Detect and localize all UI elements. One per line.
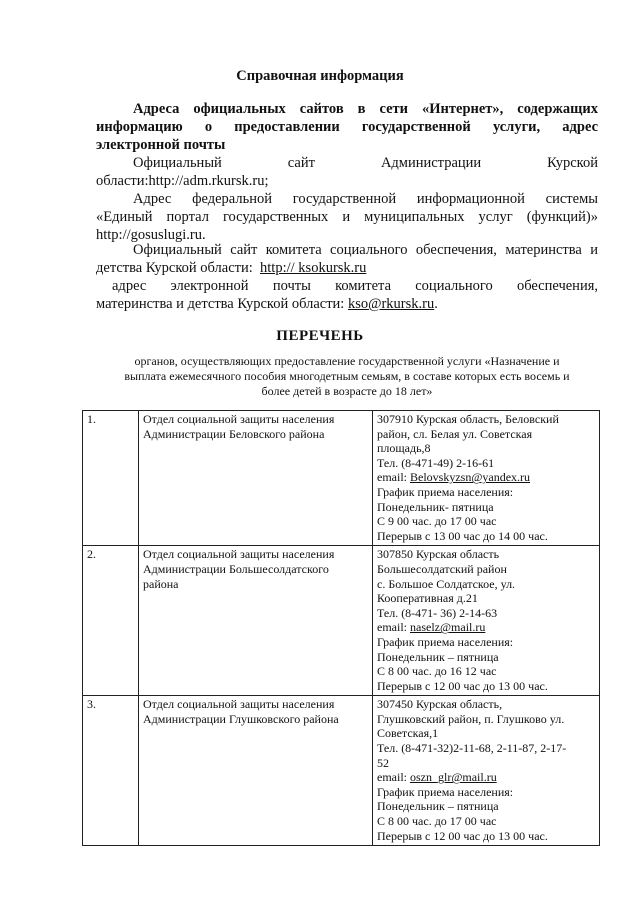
schedule-line: График приема населения: [377,784,514,799]
committee-email-link[interactable]: kso@rkursk.ru [347,296,435,312]
email-link[interactable]: Belovskyzsn@yandex.ru [410,470,531,485]
agency-name-line: района [143,576,179,591]
list-heading: ПЕРЕЧЕНЬ [276,328,364,344]
paragraph-text: детства Курской области: [96,260,253,276]
agency-name-line: Отдел социальной защиты населения [143,697,335,712]
email-label: email: [377,770,410,785]
agency-contacts [373,696,600,846]
row-number: 3. [83,696,139,846]
subtitle-line: органов, осуществляющих предоставление государственной услуги «Назначение и [134,354,560,368]
sites-heading-line: электронной почты [96,137,226,153]
address-line: район, сл. Белая ул. Советская [377,426,533,441]
paragraph-line: адрес электронной почты комитета социального обеспечения, [112,278,598,294]
agency-contacts [373,546,600,696]
schedule-line: График приема населения: [377,484,514,499]
address-line: Советская,1 [377,726,439,741]
agency-name-line: Отдел социальной защиты населения [143,412,335,426]
agency-name-line: Администрации Большесолдатского [143,561,329,576]
address-line: 307450 Курская область, [377,697,503,712]
sites-heading-line: Адреса официальных сайтов в сети «Интернет», содержащих [133,101,598,117]
phone-line: Тел. (8-471-32)2-11-68, 2-11-87, 2-17- [377,741,567,756]
phone-line: Тел. (8-471- 36) 2-14-63 [377,605,498,620]
email-link[interactable]: oszn_glr@mail.ru [410,770,497,785]
agency-name-line: Администрации Беловского района [143,426,325,441]
committee-site-paragraph [96,241,598,277]
agency-contacts [373,411,600,546]
paragraph-text: материнства и детства Курской области: [96,296,345,312]
agency-name-line: Администрации Глушковского района [143,711,339,726]
admin-site-paragraph [96,154,598,190]
schedule-line: Перерыв с 12 00 час до 13 00 час. [377,678,548,693]
table-row [83,696,600,846]
schedule-line: График приема населения: [377,634,514,649]
address-line: площадь,8 [377,441,431,456]
address-line: Кооперативная д.21 [377,591,478,606]
table-row [83,411,600,546]
email-paragraph [96,277,598,313]
gosuslugi-paragraph [96,190,598,244]
schedule-line: Понедельник – пятница [377,649,499,664]
address-line: 307910 Курская область, Беловский [377,412,559,426]
email-label: email: [377,620,410,635]
paragraph-text: . [434,296,438,312]
agency-name [139,546,373,696]
admin-site-link[interactable]: области:http://adm.rkursk.ru; [96,173,269,189]
list-subtitle [96,354,598,399]
schedule-line: С 9 00 час. до 17 00 час [377,514,497,529]
address-line: 307850 Курская область [377,547,500,562]
email-label: email: [377,470,410,485]
paragraph-line [96,295,598,313]
gosuslugi-link[interactable]: http://gosuslugi.ru. [96,227,206,243]
address-line: Глушковский район, п. Глушково ул. [377,711,565,726]
email-line [377,620,595,635]
row-number: 2. [83,546,139,696]
address-line: Большесолдатский район [377,561,507,576]
table-row [83,546,600,696]
agency-name [139,411,373,546]
paragraph-line: Официальный сайт Администрации Курской [133,155,598,171]
email-line [377,770,595,785]
address-line: с. Большое Солдатское, ул. [377,576,516,591]
schedule-line: С 8 00 час. до 16 12 час [377,664,497,679]
paragraph-line: Адрес федеральной государственной информационной системы [133,191,598,207]
schedule-line: С 8 00 час. до 17 00 час [377,814,497,829]
phone-line: 52 [377,755,389,770]
committee-site-link[interactable]: http:// ksokursk.ru [260,260,367,276]
agency-name [139,696,373,846]
sites-heading-line: информацию о предоставлении государственной услуги, адрес [96,119,598,135]
email-link[interactable]: naselz@mail.ru [410,620,486,635]
schedule-line: Понедельник – пятница [377,799,499,814]
subtitle-line: выплата ежемесячного пособия многодетным семьям, в составе которых есть восемь и [124,369,570,383]
page-title: Справочная информация [236,68,404,84]
schedule-line: Понедельник- пятница [377,499,494,514]
schedule-line: Перерыв с 13 00 час до 14 00 час. [377,528,548,543]
subtitle-line: более детей в возрасте до 18 лет» [261,384,433,398]
paragraph-line: «Единый портал государственных и муниципальных услуг (функций)» [96,209,598,225]
paragraph-line: Официальный сайт комитета социального обеспечения, материнства и [133,242,598,258]
agency-name-line: Отдел социальной защиты населения [143,547,335,562]
paragraph-line [96,259,598,277]
schedule-line: Перерыв с 12 00 час до 13 00 час. [377,828,548,843]
row-number: 1. [83,411,139,546]
agencies-table [82,410,600,846]
sites-heading [96,100,598,154]
phone-line: Тел. (8-471-49) 2-16-61 [377,455,495,470]
email-line [377,470,595,485]
